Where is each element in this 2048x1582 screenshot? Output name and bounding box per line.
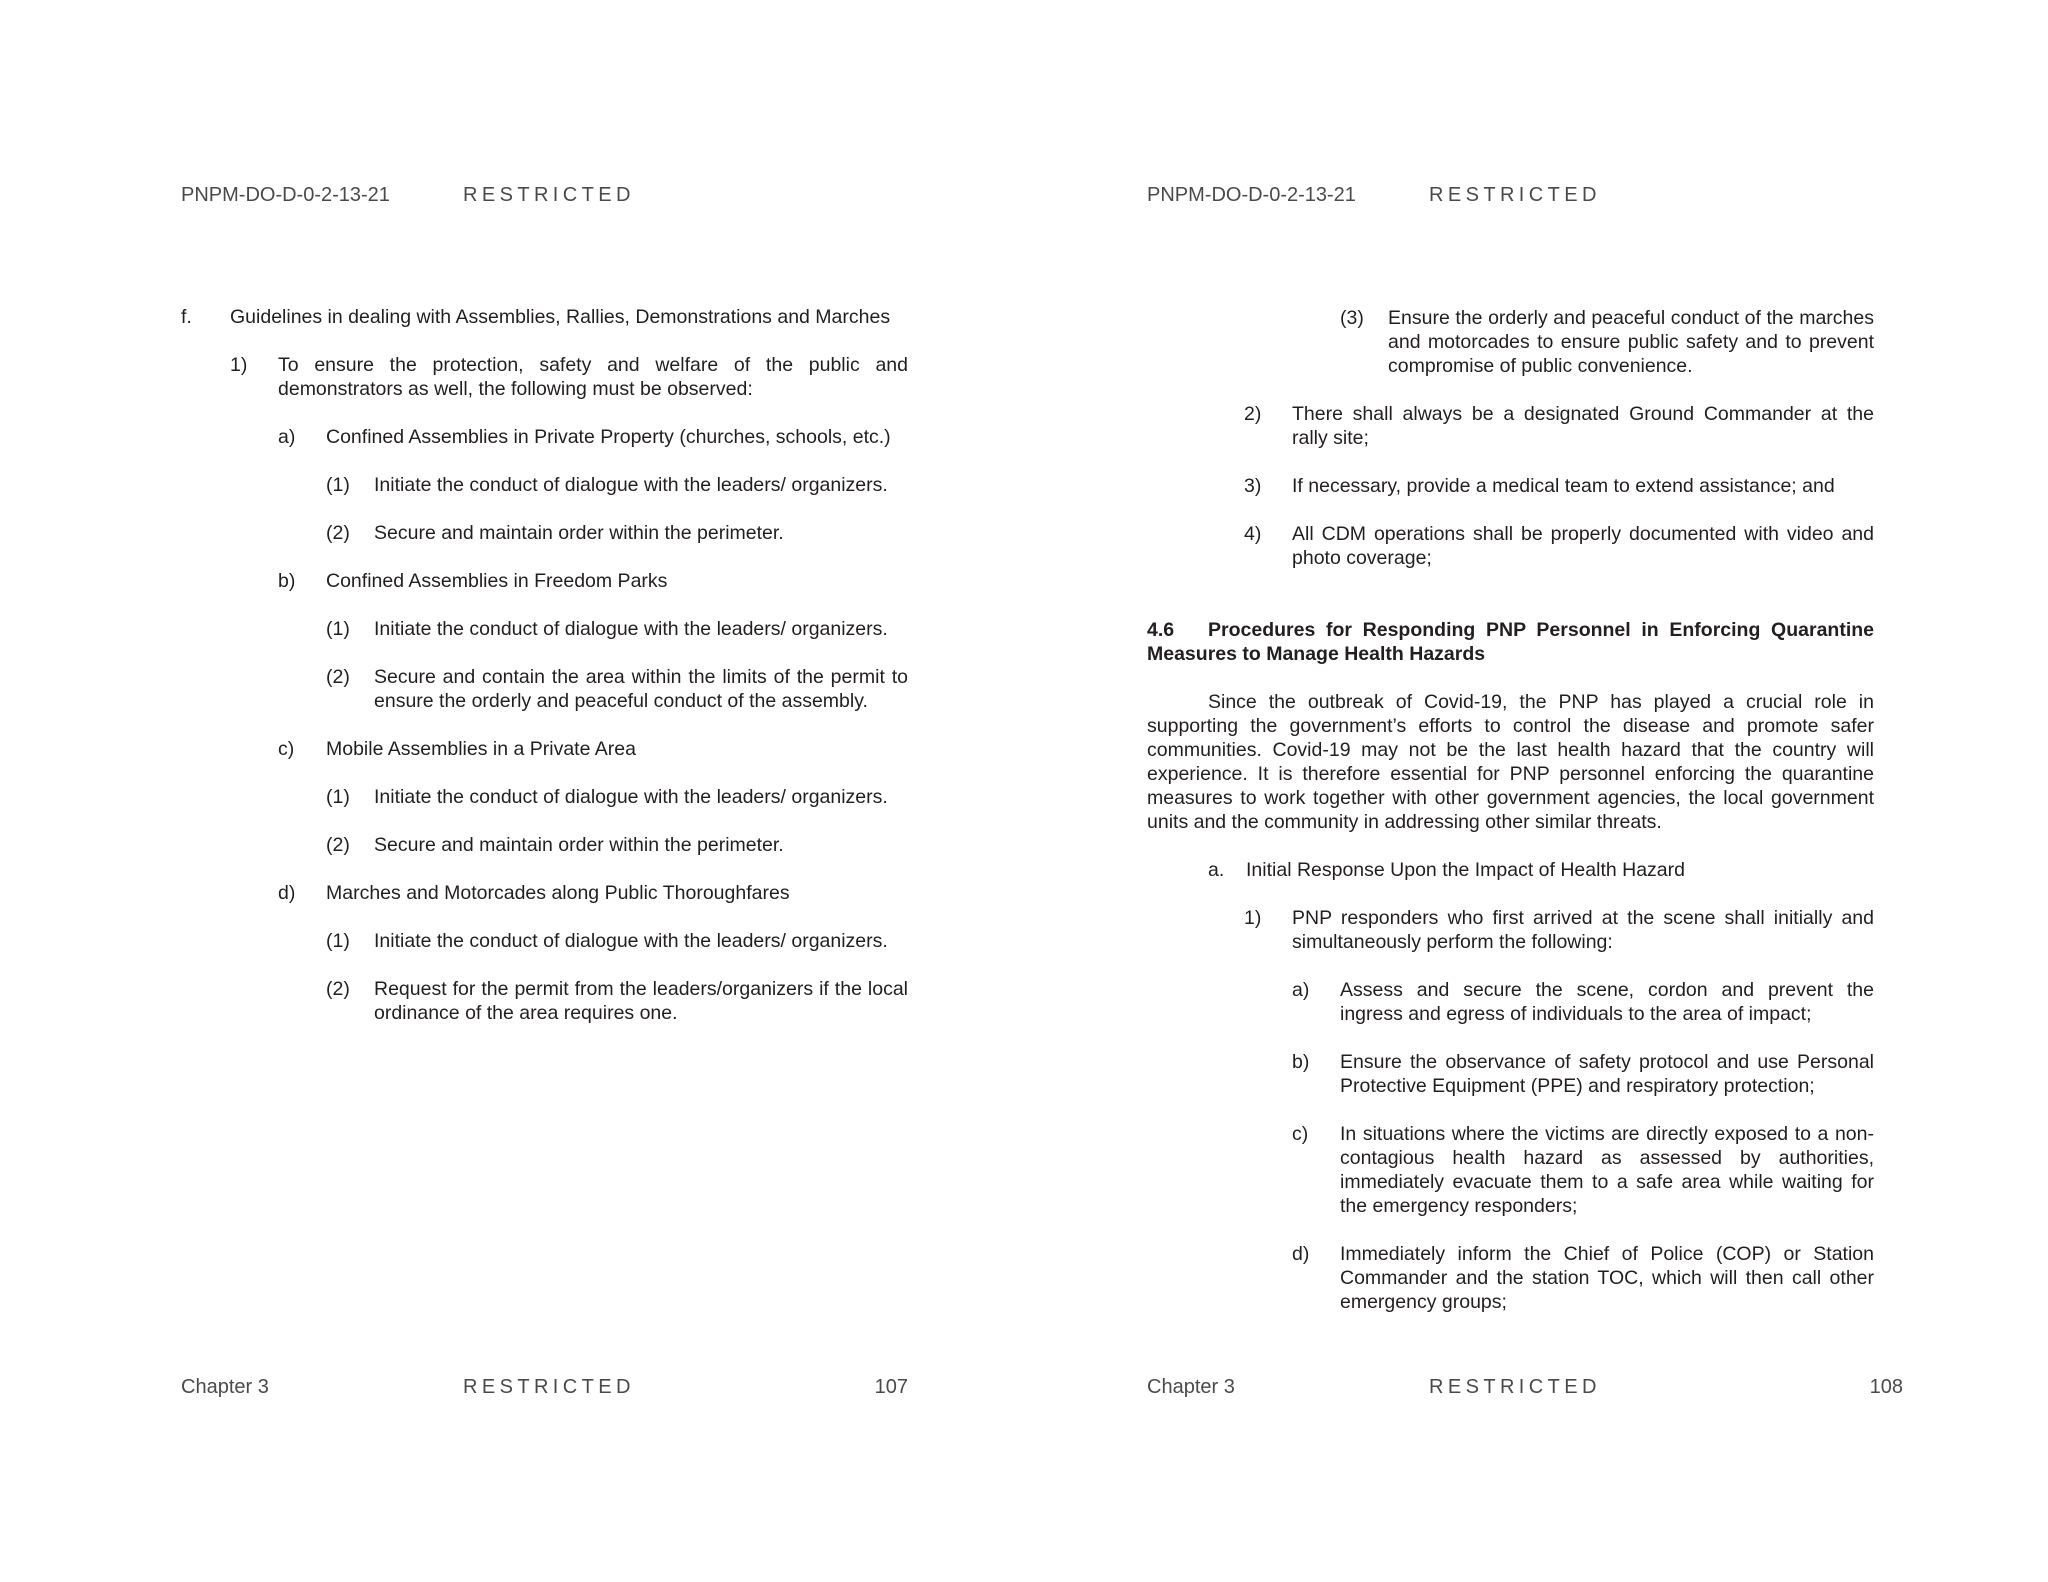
page-107-body [181,305,908,1049]
item-text: If necessary, provide a medical team to extend assistance; and [1292,475,1835,497]
item-a-2 [181,521,908,545]
item-label: (2) [326,978,350,1000]
item-text: Secure and contain the area within the limits of the permit to ensure the orderly and peaceful conduct of the assembly. [374,666,908,712]
item-text: Marches and Motorcades along Public Thoroughfares [326,882,790,904]
item-label: 2) [1244,403,1262,425]
item-text: Initial Response Upon the Impact of Health Hazard [1246,859,1685,881]
item-d-3 [1147,306,1874,378]
item-text: Initiate the conduct of dialogue with the leaders/ organizers. [374,786,888,808]
item-text: Initiate the conduct of dialogue with the leaders/ organizers. [374,618,888,640]
item-text: PNP responders who first arrived at the scene shall initially and simultaneously perform the following: [1292,907,1874,953]
item-label: c) [1292,1123,1309,1145]
page-number: 107 [874,1376,908,1398]
item-sa [1147,858,1874,882]
item-label: 3) [1244,475,1262,497]
page-108 [1024,0,2048,1582]
section-number: 4.6 [1147,619,1175,641]
item-label: (2) [326,666,350,688]
item-label: (2) [326,522,350,544]
item-label: (1) [326,786,350,808]
item-text: Ensure the observance of safety protocol and use Personal Protective Equipment (PPE) and respiratory protection; [1340,1051,1874,1097]
item-label: d) [1292,1243,1310,1265]
item-label: f. [181,306,192,328]
item-label: 1) [1244,907,1262,929]
item-f [181,305,908,329]
section-heading [1147,618,1874,666]
item-b [181,569,908,593]
footer-classification: RESTRICTED [463,1376,635,1398]
item-1 [181,353,908,401]
item-text: Secure and maintain order within the perimeter. [374,834,784,856]
item-r1 [1147,906,1874,954]
item-label: a. [1208,859,1225,881]
footer-chapter: Chapter 3 [1147,1376,1235,1398]
item-label: 1) [230,354,248,376]
item-3 [1147,474,1874,498]
item-text: There shall always be a designated Ground Commander at the rally site; [1292,403,1874,449]
item-rd [1147,1242,1874,1314]
footer-chapter: Chapter 3 [181,1376,269,1398]
item-label: (1) [326,474,350,496]
item-label: (1) [326,618,350,640]
item-c [181,737,908,761]
item-rc [1147,1122,1874,1218]
item-label: b) [1292,1051,1310,1073]
item-label: b) [278,570,296,592]
item-d-1 [181,929,908,953]
item-label: (3) [1340,307,1364,329]
item-text: To ensure the protection, safety and welfare of the public and demonstrators as well, the following must be observed: [278,354,908,400]
item-text: Guidelines in dealing with Assemblies, Rallies, Demonstrations and Marches [230,306,891,328]
header-doc-code: PNPM-DO-D-0-2-13-21 [1147,184,1356,206]
item-rb [1147,1050,1874,1098]
page-number: 108 [1869,1376,1903,1398]
item-b-2 [181,665,908,713]
item-text: Initiate the conduct of dialogue with the leaders/ organizers. [374,474,888,496]
item-text: Mobile Assemblies in a Private Area [326,738,636,760]
item-ra [1147,978,1874,1026]
item-label: (1) [326,930,350,952]
item-d [181,881,908,905]
header-classification: RESTRICTED [1429,184,1601,206]
item-label: c) [278,738,295,760]
item-label: (2) [326,834,350,856]
item-c-2 [181,833,908,857]
item-label: a) [1292,979,1310,1001]
item-4 [1147,522,1874,570]
item-text: Ensure the orderly and peaceful conduct of the marches and motorcades to ensure public safety and to prevent compromise of public convenience. [1388,307,1874,377]
item-text: Assess and secure the scene, cordon and prevent the ingress and egress of individuals to the area of impact; [1340,979,1874,1025]
item-a-1 [181,473,908,497]
item-a [181,425,908,449]
item-label: d) [278,882,296,904]
item-c-1 [181,785,908,809]
item-text: Confined Assemblies in Private Property (churches, schools, etc.) [326,426,891,448]
item-label: a) [278,426,296,448]
item-text: Initiate the conduct of dialogue with the leaders/ organizers. [374,930,888,952]
item-text: Secure and maintain order within the perimeter. [374,522,784,544]
item-text: All CDM operations shall be properly documented with video and photo coverage; [1292,523,1874,569]
item-d-2 [181,977,908,1025]
item-text: Confined Assemblies in Freedom Parks [326,570,668,592]
item-label: 4) [1244,523,1262,545]
item-text: In situations where the victims are directly exposed to a non-contagious health hazard as assessed by authorities, immediately evacuate them to a safe area while waiting for the emergency responders; [1340,1123,1874,1217]
header-classification: RESTRICTED [463,184,635,206]
footer-classification: RESTRICTED [1429,1376,1601,1398]
header-doc-code: PNPM-DO-D-0-2-13-21 [181,184,390,206]
page-108-body [1147,306,1874,1338]
section-title: Procedures for Responding PNP Personnel in Enforcing Quarantine Measures to Manage Health Hazards [1147,619,1874,665]
item-text: Request for the permit from the leaders/organizers if the local ordinance of the area requires one. [374,978,908,1024]
section-paragraph: Since the outbreak of Covid-19, the PNP has played a crucial role in supporting the government’s efforts to control the disease and promote safer communities. Covid-19 may not be the last health hazard that the country will experience. It is therefore essential for PNP personnel enforcing the quarantine measures to work together with other government agencies, the local government units and the community in addressing other similar threats. [1147,691,1874,833]
item-b-1 [181,617,908,641]
item-text: Immediately inform the Chief of Police (COP) or Station Commander and the station TOC, which will then call other emergency groups; [1340,1243,1874,1313]
item-2 [1147,402,1874,450]
